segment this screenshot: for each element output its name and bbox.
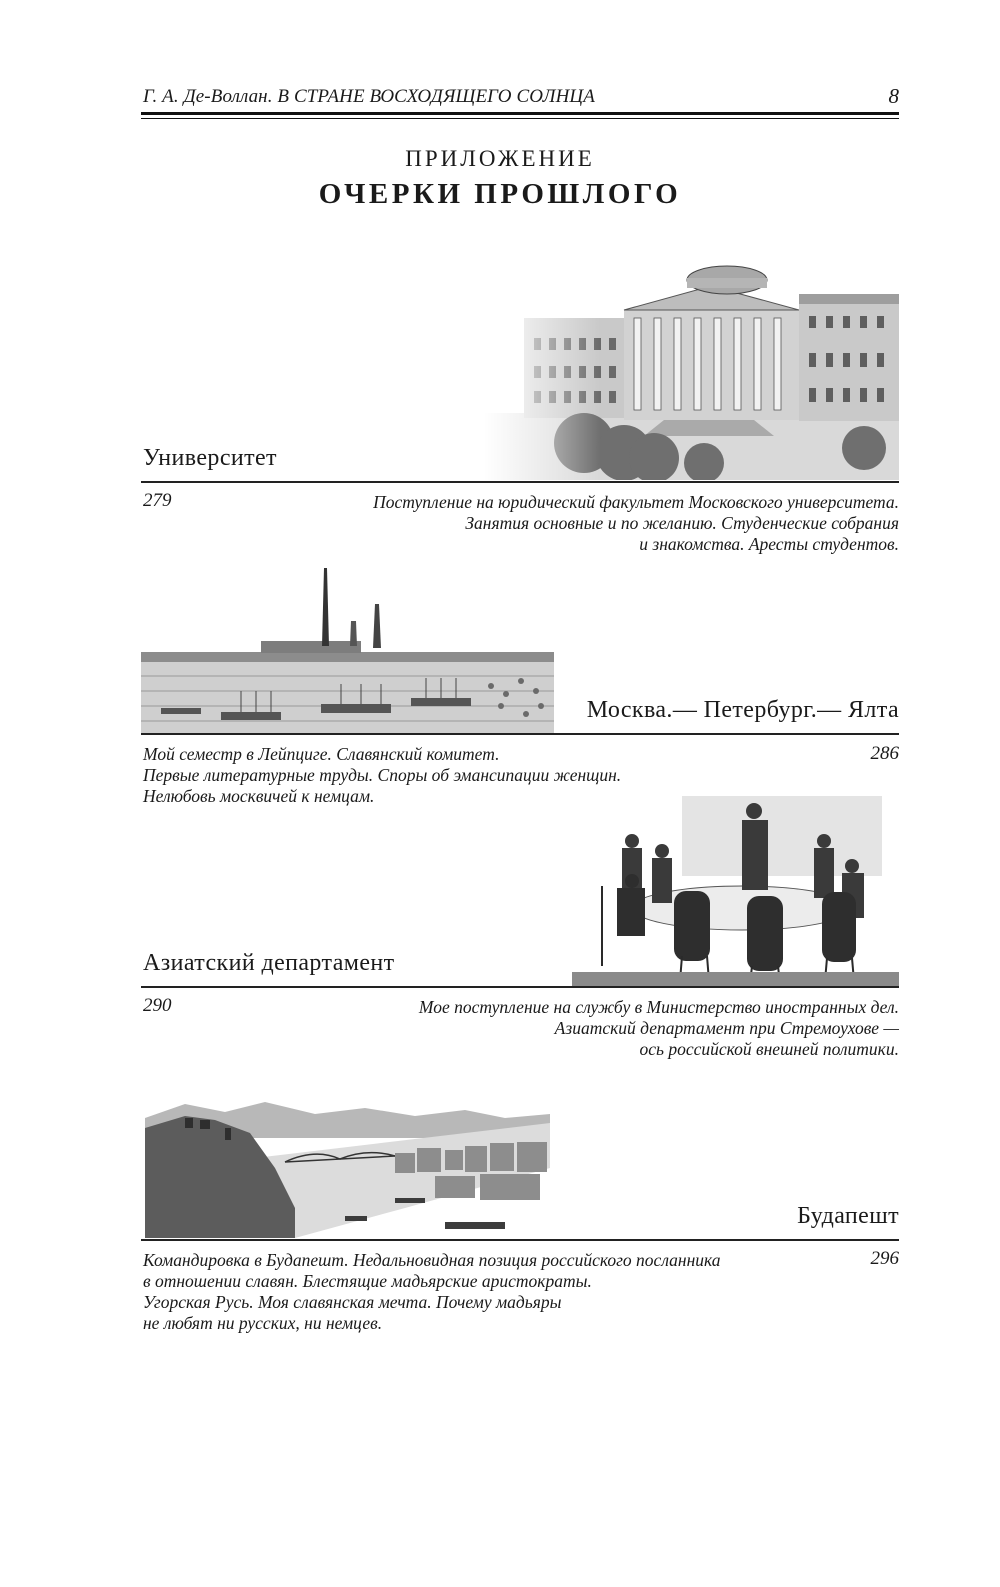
ministry-meeting-illustration: [572, 796, 899, 986]
description-line: Командировка в Будапешт. Недальновидная позиция российского посланника: [143, 1250, 721, 1270]
section-title-moscow-petersburg-yalta: Москва.— Петербург.— Ялта: [586, 697, 899, 723]
running-header-title: Г. А. Де-Воллан. В СТРАНЕ ВОСХОДЯЩЕГО СОЛНЦА: [143, 86, 595, 107]
page-ref-university: 279: [143, 490, 172, 511]
section-title-budapest: Будапешт: [797, 1203, 899, 1229]
budapest-panorama-illustration: [145, 1098, 550, 1238]
section-title-university: Университет: [143, 445, 277, 471]
description-university: [299, 492, 899, 555]
page-ref-budapest: 296: [870, 1248, 899, 1269]
description-line: Азиатский департамент при Стремоухове —: [554, 1018, 899, 1038]
description-asian-department: [299, 997, 899, 1060]
description-line: и знакомства. Аресты студентов.: [639, 534, 899, 554]
description-line: Первые литературные труды. Споры об эмансипации женщин.: [143, 765, 622, 785]
header-rule-thick: [141, 112, 899, 115]
university-building-illustration: [484, 258, 899, 480]
appendix-label: ПРИЛОЖЕНИЕ: [405, 146, 595, 171]
description-budapest: [143, 1250, 823, 1334]
description-line: Мое поступление на службу в Министерство иностранных дел.: [418, 997, 899, 1017]
section-rule-budapest: [141, 1239, 899, 1241]
page-number: 8: [888, 84, 899, 108]
description-line: ось российской внешней политики.: [639, 1039, 899, 1059]
description-line: Поступление на юридический факультет Московского университета.: [373, 492, 899, 512]
header-rule-thin: [141, 118, 899, 119]
section-title-asian-department: Азиатский департамент: [143, 950, 395, 976]
description-line: Нелюбовь москвичей к немцам.: [143, 786, 375, 806]
appendix-title: ОЧЕРКИ ПРОШЛОГО: [318, 178, 682, 210]
description-line: в отношении славян. Блестящие мадьярские аристократы.: [143, 1271, 592, 1291]
section-rule-university: [141, 481, 899, 483]
page-ref-asian-department: 290: [143, 995, 172, 1016]
page-ref-moscow-petersburg-yalta: 286: [870, 743, 899, 764]
petersburg-river-illustration: [141, 566, 554, 734]
description-line: не любят ни русских, ни немцев.: [143, 1313, 383, 1333]
section-rule-asian-department: [141, 986, 899, 988]
description-line: Занятия основные и по желанию. Студенческие собрания: [465, 513, 899, 533]
description-line: Угорская Русь. Моя славянская мечта. Почему мадьяры: [143, 1292, 562, 1312]
description-line: Мой семестр в Лейпциге. Славянский комитет.: [143, 744, 500, 764]
section-rule-moscow-petersburg-yalta: [141, 733, 899, 735]
